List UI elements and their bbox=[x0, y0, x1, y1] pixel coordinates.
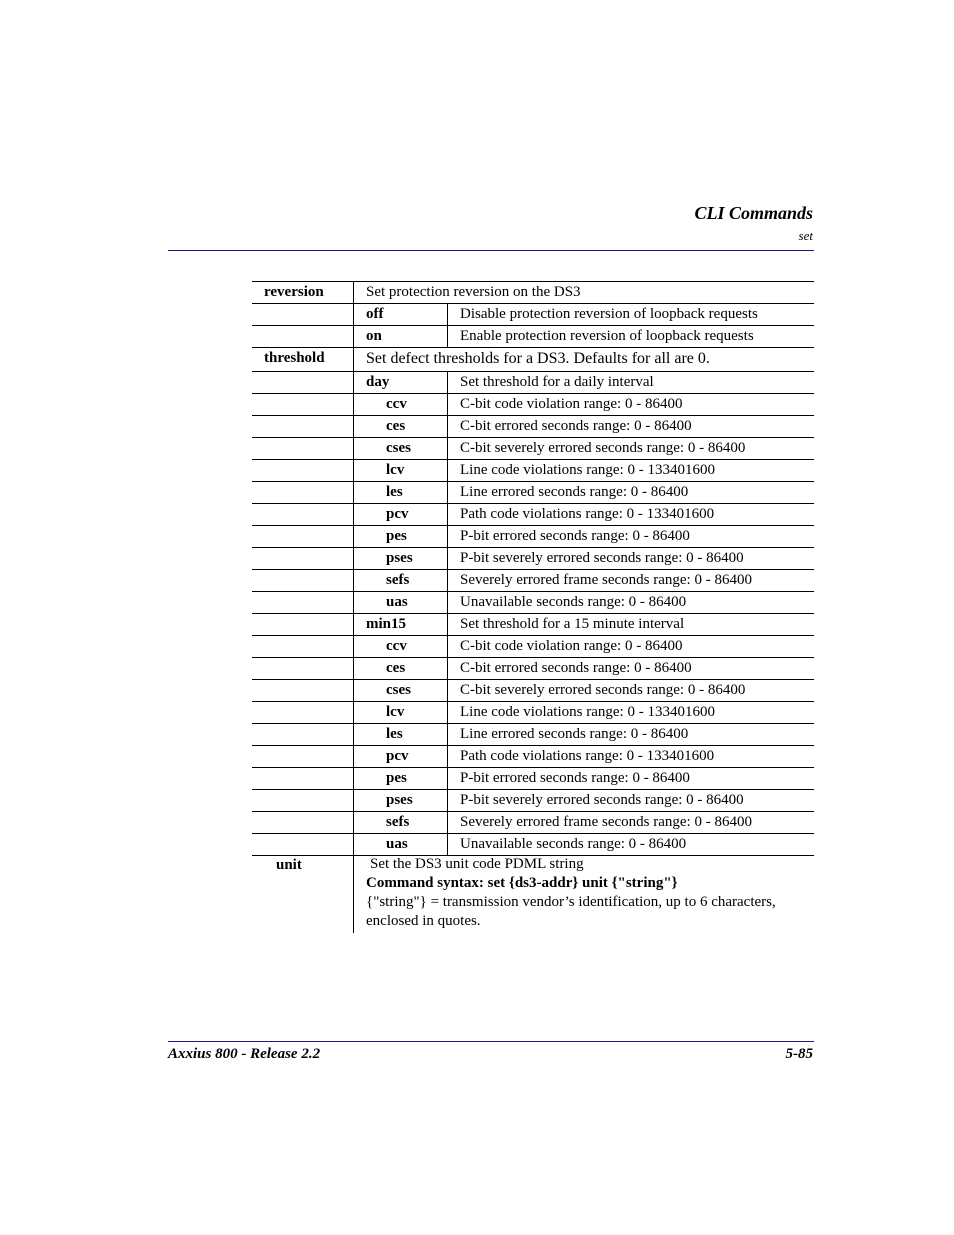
empty-cell bbox=[252, 482, 354, 503]
empty-cell bbox=[252, 504, 354, 525]
item-description: C-bit severely errored seconds range: 0 - 86400 bbox=[460, 440, 746, 456]
item-description: Line errored seconds range: 0 - 86400 bbox=[460, 484, 689, 500]
item-cell bbox=[354, 680, 448, 701]
empty-cell bbox=[252, 636, 354, 657]
param-description: Set protection reversion on the DS3 bbox=[366, 284, 581, 300]
empty-cell bbox=[252, 812, 354, 833]
empty-cell bbox=[252, 460, 354, 481]
empty-cell bbox=[252, 394, 354, 415]
item-cell bbox=[354, 482, 448, 503]
item-name: ces bbox=[386, 660, 406, 676]
table-row bbox=[252, 570, 814, 592]
param-cell bbox=[252, 856, 354, 933]
option-cell bbox=[354, 614, 448, 635]
empty-cell bbox=[252, 658, 354, 679]
empty-cell bbox=[252, 372, 354, 393]
item-cell bbox=[354, 636, 448, 657]
table-row bbox=[252, 636, 814, 658]
table-row bbox=[252, 394, 814, 416]
item-cell bbox=[354, 460, 448, 481]
item-cell bbox=[354, 526, 448, 547]
item-cell bbox=[354, 570, 448, 591]
item-description: Severely errored frame seconds range: 0 - 86400 bbox=[460, 814, 752, 830]
unit-description bbox=[366, 855, 806, 931]
empty-cell bbox=[252, 416, 354, 437]
option-cell bbox=[354, 304, 448, 325]
item-description: Line code violations range: 0 - 133401600 bbox=[460, 704, 715, 720]
table-row bbox=[252, 416, 814, 438]
item-description: P-bit errored seconds range: 0 - 86400 bbox=[460, 528, 690, 544]
page-subtitle: set bbox=[798, 228, 813, 243]
empty-cell bbox=[252, 326, 354, 347]
item-description: C-bit severely errored seconds range: 0 - 86400 bbox=[460, 682, 746, 698]
unit-line-1: Set the DS3 unit code PDML string bbox=[370, 856, 584, 872]
option-description: Set threshold for a 15 minute interval bbox=[460, 616, 685, 632]
table-row bbox=[252, 304, 814, 326]
table-row bbox=[252, 548, 814, 570]
item-cell bbox=[354, 746, 448, 767]
option-cell bbox=[354, 372, 448, 393]
item-cell bbox=[354, 724, 448, 745]
item-cell bbox=[354, 592, 448, 613]
table-row-min15 bbox=[252, 614, 814, 636]
table-row-unit bbox=[252, 856, 814, 933]
empty-cell bbox=[252, 570, 354, 591]
footer-rule bbox=[168, 1041, 814, 1042]
table-row bbox=[252, 438, 814, 460]
option-description: Disable protection reversion of loopback requests bbox=[460, 306, 758, 322]
item-name: pcv bbox=[386, 748, 409, 764]
table-row bbox=[252, 658, 814, 680]
header-rule bbox=[168, 250, 814, 251]
item-name: lcv bbox=[386, 704, 405, 720]
command-table bbox=[252, 281, 814, 933]
item-description: C-bit errored seconds range: 0 - 86400 bbox=[460, 660, 692, 676]
param-label: reversion bbox=[264, 284, 324, 300]
item-name: lcv bbox=[386, 462, 405, 478]
empty-cell bbox=[252, 746, 354, 767]
option-name: on bbox=[366, 328, 382, 344]
item-name: les bbox=[386, 484, 403, 500]
unit-line-3: {"string"} = transmission vendor’s identification, up to 6 characters, enclosed in quotes. bbox=[366, 894, 776, 929]
table-row-day bbox=[252, 372, 814, 394]
item-cell bbox=[354, 548, 448, 569]
item-name: uas bbox=[386, 836, 408, 852]
item-description: C-bit code violation range: 0 - 86400 bbox=[460, 638, 683, 654]
item-description: Line errored seconds range: 0 - 86400 bbox=[460, 726, 689, 742]
empty-cell bbox=[252, 592, 354, 613]
table-row bbox=[252, 526, 814, 548]
item-name: cses bbox=[386, 440, 411, 456]
option-description: Set threshold for a daily interval bbox=[460, 374, 654, 390]
item-name: pes bbox=[386, 528, 407, 544]
item-description: Path code violations range: 0 - 133401600 bbox=[460, 748, 715, 764]
option-name: day bbox=[366, 374, 390, 390]
item-name: pses bbox=[386, 550, 413, 566]
empty-cell bbox=[252, 834, 354, 855]
footer-product: Axxius 800 - Release 2.2 bbox=[168, 1046, 321, 1062]
item-name: uas bbox=[386, 594, 408, 610]
empty-cell bbox=[252, 614, 354, 635]
item-name: sefs bbox=[386, 814, 410, 830]
item-description: P-bit severely errored seconds range: 0 - 86400 bbox=[460, 792, 744, 808]
item-cell bbox=[354, 504, 448, 525]
param-label: threshold bbox=[264, 350, 325, 366]
option-cell bbox=[354, 326, 448, 347]
empty-cell bbox=[252, 680, 354, 701]
empty-cell bbox=[252, 526, 354, 547]
table-row bbox=[252, 790, 814, 812]
item-cell bbox=[354, 834, 448, 855]
option-name: min15 bbox=[366, 616, 407, 632]
table-row bbox=[252, 834, 814, 856]
param-label: unit bbox=[276, 857, 302, 873]
item-cell bbox=[354, 658, 448, 679]
table-row-reversion bbox=[252, 282, 814, 304]
page-title: CLI Commands bbox=[694, 203, 813, 223]
item-name: ccv bbox=[386, 638, 407, 654]
table-row-threshold bbox=[252, 348, 814, 372]
item-name: cses bbox=[386, 682, 411, 698]
item-name: ces bbox=[386, 418, 406, 434]
page-number: 5-85 bbox=[785, 1046, 813, 1062]
empty-cell bbox=[252, 304, 354, 325]
item-cell bbox=[354, 702, 448, 723]
item-name: pcv bbox=[386, 506, 409, 522]
table-row bbox=[252, 702, 814, 724]
item-description: Path code violations range: 0 - 133401600 bbox=[460, 506, 715, 522]
empty-cell bbox=[252, 768, 354, 789]
item-name: sefs bbox=[386, 572, 410, 588]
item-cell bbox=[354, 768, 448, 789]
item-cell bbox=[354, 438, 448, 459]
item-name: pes bbox=[386, 770, 407, 786]
empty-cell bbox=[252, 702, 354, 723]
item-description: P-bit severely errored seconds range: 0 - 86400 bbox=[460, 550, 744, 566]
item-description: Unavailable seconds range: 0 - 86400 bbox=[460, 836, 687, 852]
table-row bbox=[252, 504, 814, 526]
option-name: off bbox=[366, 306, 384, 322]
item-description: C-bit code violation range: 0 - 86400 bbox=[460, 396, 683, 412]
item-cell bbox=[354, 394, 448, 415]
empty-cell bbox=[252, 548, 354, 569]
empty-cell bbox=[252, 438, 354, 459]
table-row bbox=[252, 482, 814, 504]
item-description: Line code violations range: 0 - 133401600 bbox=[460, 462, 715, 478]
item-cell bbox=[354, 416, 448, 437]
param-cell bbox=[252, 348, 354, 371]
option-description: Enable protection reversion of loopback requests bbox=[460, 328, 754, 344]
table-row bbox=[252, 460, 814, 482]
table-row bbox=[252, 680, 814, 702]
item-description: C-bit errored seconds range: 0 - 86400 bbox=[460, 418, 692, 434]
item-description: P-bit errored seconds range: 0 - 86400 bbox=[460, 770, 690, 786]
item-cell bbox=[354, 790, 448, 811]
param-cell bbox=[252, 282, 354, 303]
item-name: les bbox=[386, 726, 403, 742]
empty-cell bbox=[252, 724, 354, 745]
unit-command-syntax: Command syntax: set {ds3-addr} unit {"string"} bbox=[366, 875, 678, 891]
table-row bbox=[252, 592, 814, 614]
table-row bbox=[252, 746, 814, 768]
item-name: pses bbox=[386, 792, 413, 808]
empty-cell bbox=[252, 790, 354, 811]
param-description: Set defect thresholds for a DS3. Defaults for all are 0. bbox=[366, 350, 710, 367]
table-row bbox=[252, 812, 814, 834]
item-description: Unavailable seconds range: 0 - 86400 bbox=[460, 594, 687, 610]
item-name: ccv bbox=[386, 396, 407, 412]
item-cell bbox=[354, 812, 448, 833]
table-row bbox=[252, 768, 814, 790]
table-row bbox=[252, 724, 814, 746]
item-description: Severely errored frame seconds range: 0 - 86400 bbox=[460, 572, 752, 588]
table-row bbox=[252, 326, 814, 348]
